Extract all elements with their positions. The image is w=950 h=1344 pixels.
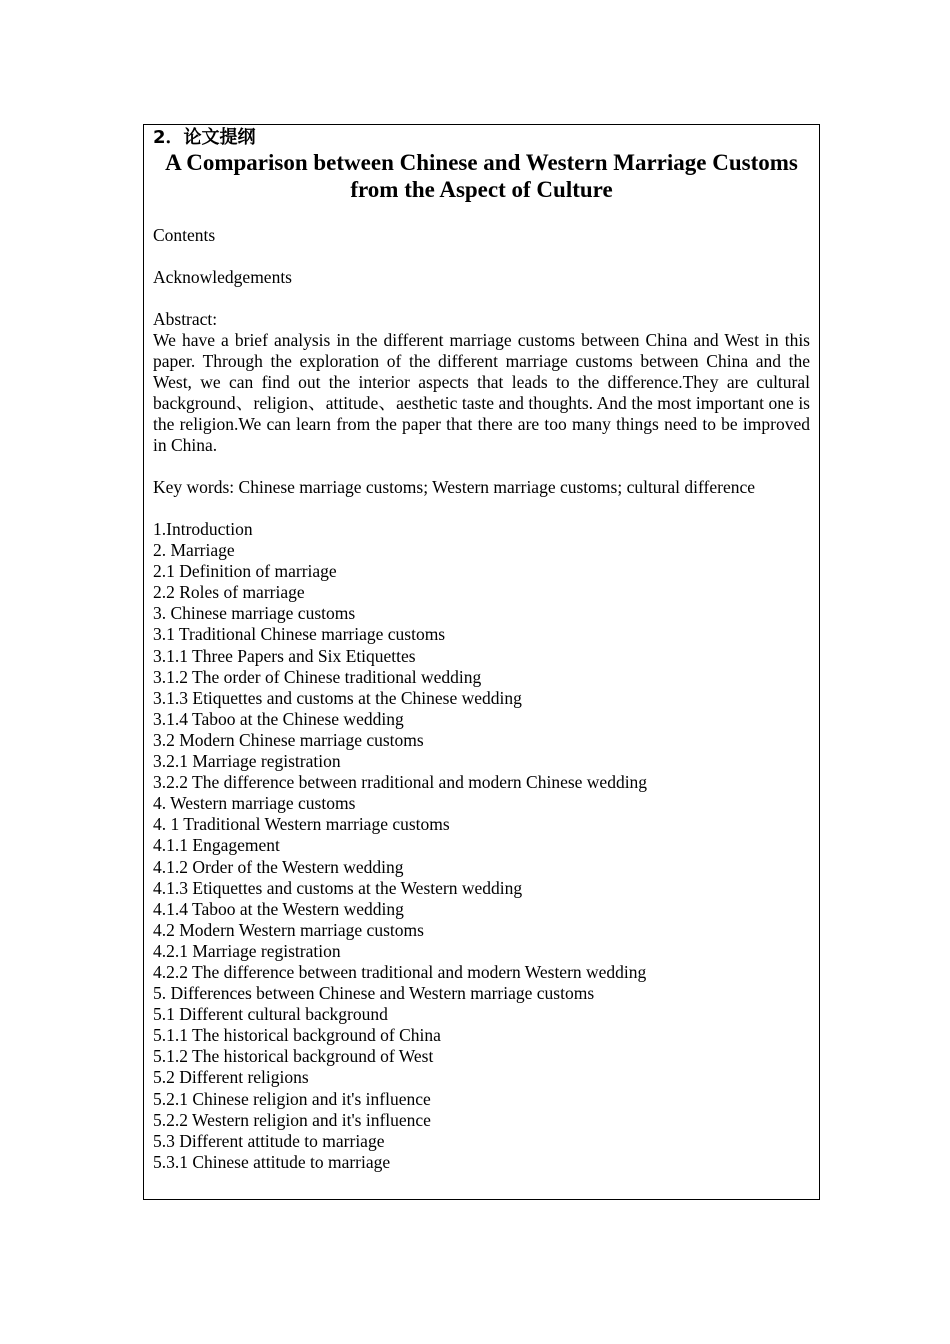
outline-item: 4.1.2 Order of the Western wedding [153,856,404,877]
paper-title-line-1: A Comparison between Chinese and Western Marriage Customs [165,150,798,175]
outline-item: 3.1.2 The order of Chinese traditional wedding [153,666,482,687]
outline-item: 4.2.2 The difference between traditional and modern Western wedding [153,961,647,982]
abstract-text: We have a brief analysis in the different marriage customs between China and West in this paper. Through the exploration of the different marriage customs between China and the West, we can find out the interior aspects that leads to the difference.They are cultural background、religion、attitude、aesthetic taste and thoughts. And the most important one is the religion.We can learn from the paper that there are too many things need to be improved in China. [153,330,810,455]
outline-item: 2.1 Definition of marriage [153,561,337,582]
outline-item: 4.2 Modern Western marriage customs [153,919,424,940]
outline-table-cell [143,124,820,1200]
outline-item: 3.1.3 Etiquettes and customs at the Chinese wedding [153,687,522,708]
outline-item: 4. Western marriage customs [153,793,356,814]
outline-item: 5. Differences between Chinese and Western marriage customs [153,983,595,1004]
abstract-label: Abstract: [153,309,218,329]
paper-title-line-2: from the Aspect of Culture [350,177,613,202]
acknowledgements-label: Acknowledgements [153,267,292,287]
contents-label: Contents [153,225,216,245]
outline-item: 5.1.2 The historical background of West [153,1046,434,1067]
outline-item: 2.2 Roles of marriage [153,582,305,603]
outline-item: 3.2 Modern Chinese marriage customs [153,729,424,750]
outline-item: 5.1.1 The historical background of China [153,1025,441,1046]
outline-item: 3.2.2 The difference between rraditional and modern Chinese wedding [153,772,648,793]
outline-item: 5.3.1 Chinese attitude to marriage [153,1151,391,1172]
outline-item: 4.2.1 Marriage registration [153,940,341,961]
outline-item: 4.1.3 Etiquettes and customs at the Western wedding [153,877,523,898]
outline-item: 5.1 Different cultural background [153,1004,388,1025]
outline-item: 4. 1 Traditional Western marriage customs [153,814,450,835]
outline-item: 3. Chinese marriage customs [153,603,356,624]
outline-item: 3.2.1 Marriage registration [153,751,341,772]
outline-item: 4.1.1 Engagement [153,835,280,856]
keywords: Key words: Chinese marriage customs; Western marriage customs; cultural difference [153,477,755,497]
outline-item: 5.2.2 Western religion and it's influence [153,1109,431,1130]
section-heading: 2．论文提纲 [153,127,256,148]
outline-item: 3.1.1 Three Papers and Six Etiquettes [153,645,416,666]
outline-item: 1.Introduction [153,519,253,539]
outline-list [153,519,810,1173]
outline-item: 3.1 Traditional Chinese marriage customs [153,624,446,645]
outline-item: 4.1.4 Taboo at the Western wedding [153,898,404,919]
outline-item: 2. Marriage [153,540,235,561]
outline-item: 5.3 Different attitude to marriage [153,1130,385,1151]
outline-item: 5.2.1 Chinese religion and it's influence [153,1088,431,1109]
outline-item: 5.2 Different religions [153,1067,309,1088]
outline-item: 3.1.4 Taboo at the Chinese wedding [153,708,404,729]
